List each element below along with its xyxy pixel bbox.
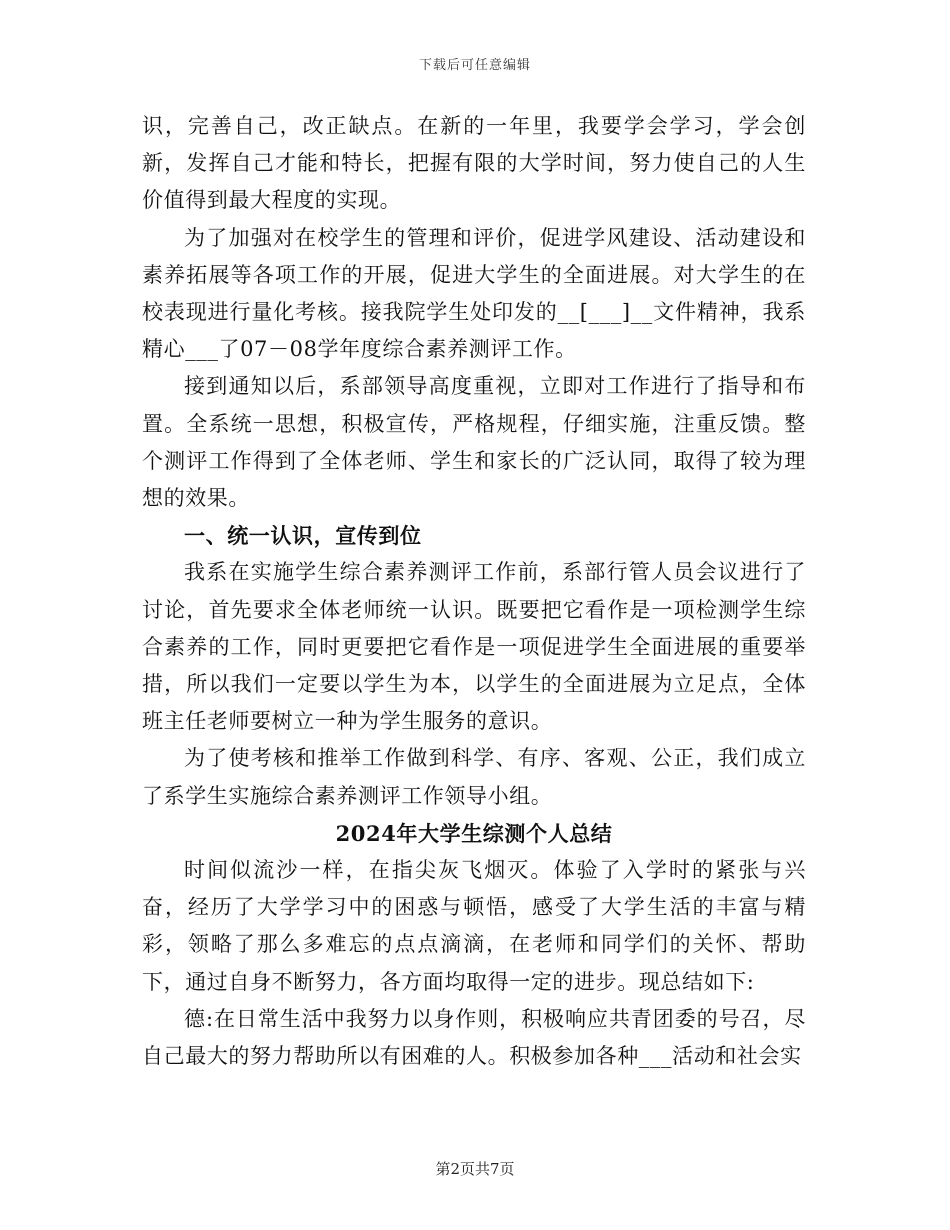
paragraph: 为了加强对在校学生的管理和评价，促进学风建设、活动建设和素养拓展等各项工作的开展，促进大学生的全面进展。对大学生的在校表现进行量化考核。接我院学生处印发的__[___]__文件精神，我系精心___了07－08学年度综合素养测评工作。 xyxy=(142,225,806,362)
paragraph: 德:在日常生活中我努力以身作则，积极响应共青团委的号召，尽自己最大的努力帮助所以有困难的人。积极参加各种___活动和社会实 xyxy=(142,1006,806,1069)
paragraph: 我系在实施学生综合素养测评工作前，系部行管人员会议进行了讨论，首先要求全体老师统一认识。既要把它看作是一项检测学生综合素养的工作，同时更要把它看作是一项促进学生全面进展的重要举措，所以我们一定要以学生为本，以学生的全面进展为立足点，全体班主任老师要树立一种为学生服务的意识。 xyxy=(142,560,806,734)
paragraph: 为了使考核和推举工作做到科学、有序、客观、公正，我们成立了系学生实施综合素养测评工作领导小组。 xyxy=(142,746,806,808)
document-body xyxy=(142,108,806,1075)
page-number: 第2页共7页 xyxy=(435,1160,515,1178)
paragraph: 接到通知以后，系部领导高度重视，立即对工作进行了指导和布置。全系统一思想，积极宣传，严格规程，仔细实施，注重反馈。整个测评工作得到了全体老师、学生和家长的广泛认同，取得了较为理想的效果。 xyxy=(142,374,806,511)
page-header: 下载后可任意编辑 xyxy=(418,58,531,73)
section-heading: 一、统一认识，宣传到位 xyxy=(184,523,422,549)
paragraph-continuation: 识，完善自己，改正缺点。在新的一年里，我要学会学习，学会创新，发挥自己才能和特长，把握有限的大学时间，努力使自己的人生价值得到最大程度的实现。 xyxy=(142,114,806,213)
paragraph: 时间似流沙一样，在指尖灰飞烟灭。体验了入学时的紧张与兴奋，经历了大学学习中的困惑与顿悟，感受了大学生活的丰富与精彩，领略了那么多难忘的点点滴滴，在老师和同学们的关怀、帮助下，通过自身不断努力，各方面均取得一定的进步。现总结如下: xyxy=(142,858,806,994)
document-title: 2024年大学生综测个人总结 xyxy=(335,820,613,846)
